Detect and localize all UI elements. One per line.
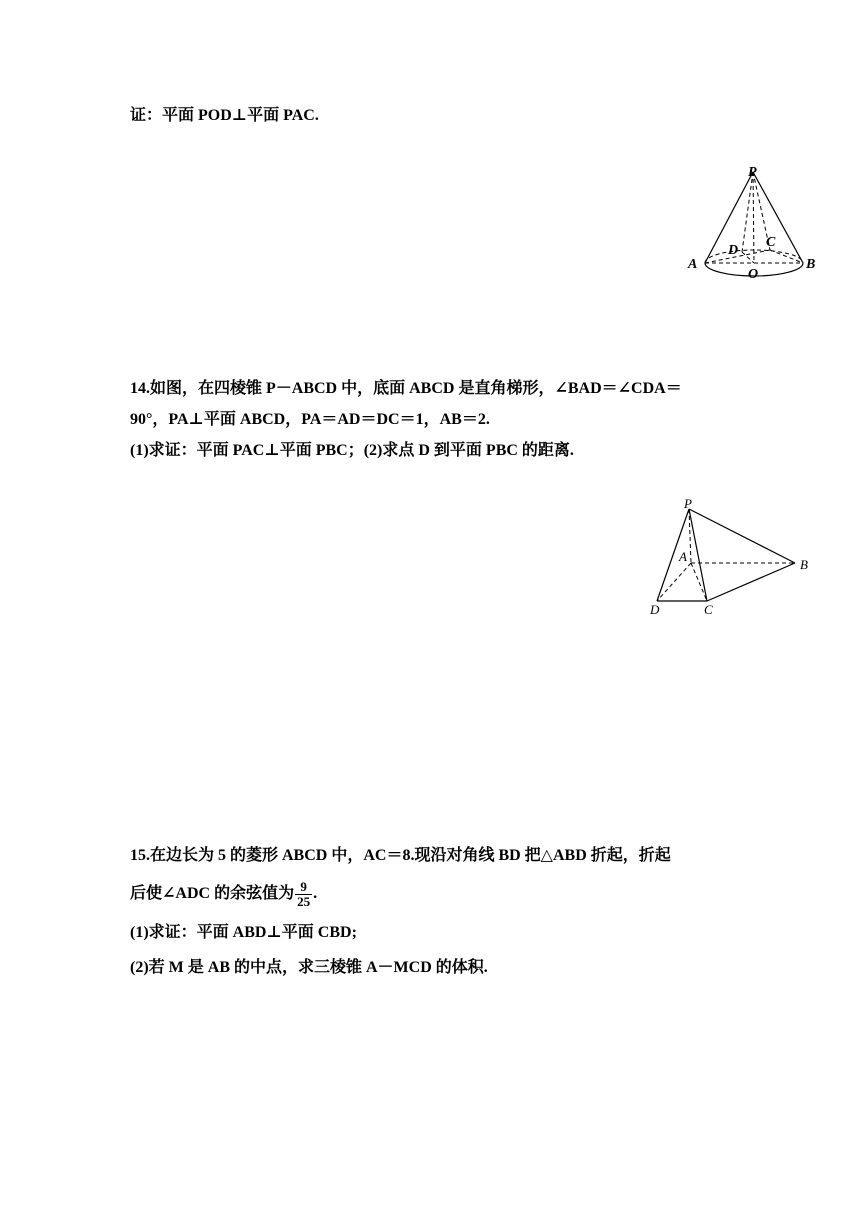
- label-C: C: [704, 602, 713, 617]
- proof-statement: 证：平面 POD⊥平面 PAC.: [130, 107, 319, 124]
- cone-figure: [680, 160, 830, 290]
- q15-line4: (2)若 M 是 AB 的中点，求三棱锥 A－MCD 的体积.: [130, 959, 488, 976]
- q14-line3: (1)求证：平面 PAC⊥平面 PBC；(2)求点 D 到平面 PBC 的距离.: [130, 442, 574, 459]
- chord-CB: [770, 250, 803, 263]
- edge-AC: [691, 563, 707, 601]
- q15-line2-end: .: [313, 885, 318, 903]
- q14-line2: 90°，PA⊥平面 ABCD，PA＝AD＝DC＝1，AB＝2.: [130, 411, 490, 428]
- label-P: P: [684, 496, 692, 511]
- q14-line1: 14.如图，在四棱锥 P－ABCD 中，底面 ABCD 是直角梯形，∠BAD＝∠CDA＝: [130, 380, 682, 397]
- label-B: B: [800, 557, 808, 572]
- q15-line2: [130, 880, 317, 909]
- segment-DO: [742, 252, 754, 263]
- fraction: [295, 880, 312, 909]
- label-D: D: [650, 602, 660, 617]
- edge-CB: [707, 563, 795, 601]
- q15-line3: (1)求证：平面 ABD⊥平面 CBD;: [130, 924, 357, 941]
- label-O: O: [748, 267, 759, 282]
- label-A: A: [688, 257, 698, 272]
- q15-line1: 15.在边长为 5 的菱形 ABCD 中，AC＝8.现沿对角线 BD 把△ABD 折起，折起: [130, 847, 671, 864]
- edge-PB: [689, 509, 795, 563]
- pyramid-figure: [640, 495, 820, 620]
- edge-PB: [753, 172, 803, 263]
- line-PD: [742, 172, 753, 252]
- label-D: D: [728, 243, 739, 258]
- label-P: P: [748, 165, 757, 180]
- height-PO: [753, 172, 754, 263]
- label-A: A: [679, 549, 687, 564]
- label-B: B: [806, 257, 816, 272]
- fraction-numerator: 9: [295, 880, 312, 895]
- fraction-denominator: 25: [297, 894, 311, 909]
- edge-PC: [689, 509, 707, 601]
- edge-AD: [657, 563, 691, 601]
- q15-line2-text: 后使∠ADC 的余弦值为: [130, 885, 295, 903]
- label-C: C: [766, 235, 776, 250]
